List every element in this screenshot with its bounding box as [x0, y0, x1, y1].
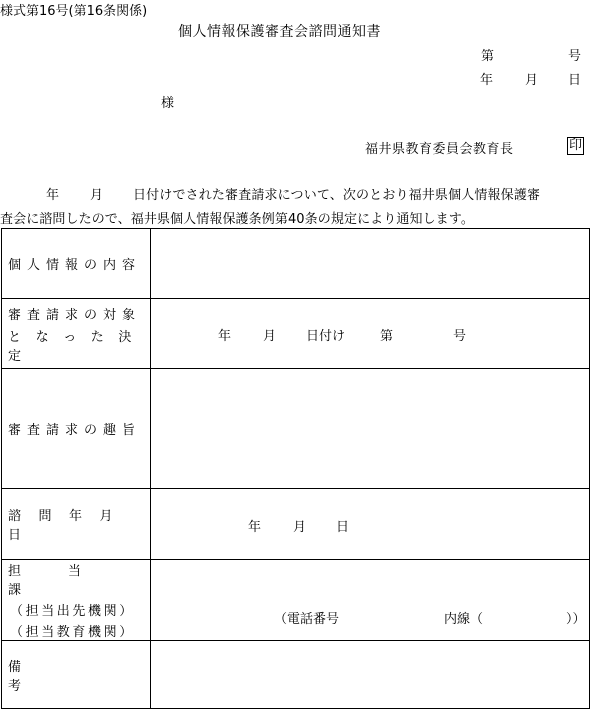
- row-remarks: [2, 641, 590, 709]
- notice-table: [1, 228, 590, 709]
- document-title: 個人情報保護審査会諮問通知書: [178, 24, 381, 40]
- doc-number-prefix: 第: [481, 49, 495, 64]
- row-purpose: [2, 369, 590, 489]
- body-line2: 査会に諮問したので、福井県個人情報保護条例第40条の規定により通知します。: [0, 212, 474, 227]
- value-remarks[interactable]: [151, 641, 590, 709]
- value-purpose[interactable]: [151, 369, 590, 489]
- sender-name: 福井県教育委員会教育長: [365, 142, 514, 157]
- label-personal-info: 個人情報の内容: [2, 229, 151, 299]
- row-personal-info: [2, 229, 590, 299]
- form-number: 様式第16号(第16条関係): [0, 4, 148, 19]
- value-decision[interactable]: 年 月 日付け 第 号: [151, 299, 590, 369]
- row-decision: [2, 299, 590, 369]
- value-department[interactable]: （電話番号 内線（ ））: [151, 560, 590, 641]
- doc-number-suffix: 号: [568, 49, 582, 64]
- body-line1: 日付けでされた審査請求について、次のとおり福井県個人情報保護審: [133, 188, 541, 203]
- row-department: [2, 560, 590, 641]
- seal-mark: 印: [569, 138, 583, 153]
- header-date-year: 年: [480, 73, 494, 88]
- label-department: 担当課 （担当出先機関） （担当教育機関）: [2, 560, 151, 641]
- label-inquiry-date: 諮問年月日: [2, 489, 151, 560]
- label-purpose: 審査請求の趣旨: [2, 369, 151, 489]
- header-date-day: 日: [568, 73, 582, 88]
- row-inquiry-date: [2, 489, 590, 560]
- label-remarks: 備考: [2, 641, 151, 709]
- label-decision: 審査請求の対象 となった決定: [2, 299, 151, 369]
- value-inquiry-date[interactable]: 年 月 日: [151, 489, 590, 560]
- body-month: 月: [90, 188, 104, 203]
- value-personal-info[interactable]: [151, 229, 590, 299]
- body-year: 年: [46, 188, 60, 203]
- recipient-suffix: 様: [161, 96, 175, 111]
- header-date-month: 月: [525, 73, 539, 88]
